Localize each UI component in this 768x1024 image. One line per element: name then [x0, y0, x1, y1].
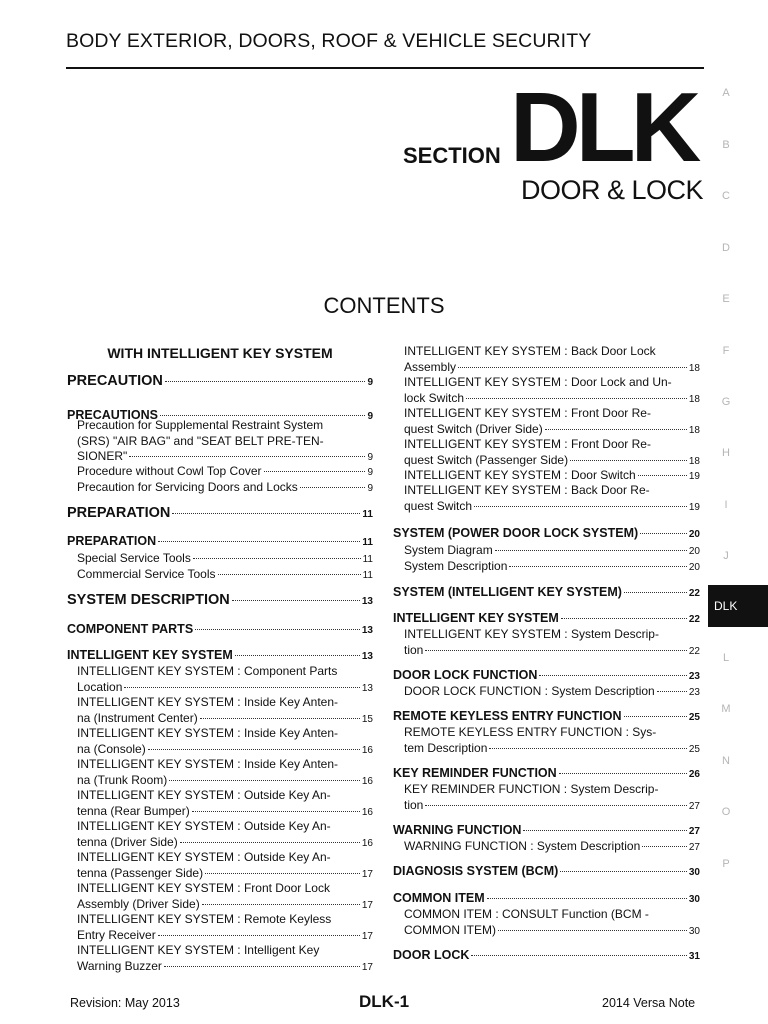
- dot-leader: [165, 381, 366, 382]
- toc-entry[interactable]: [404, 627, 700, 659]
- toc-entry[interactable]: [77, 567, 373, 584]
- toc-page-number: 16: [361, 744, 373, 756]
- toc-page-number: 27: [688, 800, 700, 812]
- toc-page-number: 30: [688, 925, 700, 937]
- header-rule: [66, 67, 704, 69]
- toc-entry[interactable]: [404, 437, 700, 469]
- toc-entry-text: tenna (Rear Bumper): [77, 803, 190, 818]
- toc-entry[interactable]: [393, 709, 700, 723]
- dot-leader: [657, 691, 687, 692]
- toc-page-number: 22: [688, 588, 700, 599]
- toc-page-number: 11: [362, 570, 373, 581]
- toc-entry-text: DOOR LOCK: [393, 948, 470, 962]
- toc-entry-text: INTELLIGENT KEY SYSTEM : Front Door Re-: [404, 406, 651, 420]
- dot-leader: [466, 398, 687, 399]
- dot-leader: [180, 842, 360, 843]
- toc-entry[interactable]: [404, 684, 700, 701]
- toc-entry[interactable]: [404, 839, 700, 856]
- dot-leader: [202, 904, 360, 905]
- side-index-letter[interactable]: J: [723, 550, 729, 562]
- side-index-active-tab[interactable]: DLK: [708, 585, 768, 627]
- toc-page-number: 27: [688, 842, 700, 853]
- toc-page-number: 25: [688, 712, 700, 723]
- dot-leader: [471, 955, 686, 956]
- toc-entry[interactable]: [77, 464, 373, 481]
- toc-entry[interactable]: [67, 505, 373, 521]
- dot-leader: [200, 718, 360, 719]
- section-name: DOOR & LOCK: [521, 175, 704, 205]
- section-code: DLK: [510, 72, 697, 182]
- dot-leader: [642, 846, 687, 847]
- toc-entry-text: INTELLIGENT KEY SYSTEM : Inside Key Anten-: [77, 695, 338, 709]
- toc-page-number: 11: [362, 509, 373, 520]
- dot-leader: [232, 600, 360, 601]
- toc-entry-text: INTELLIGENT KEY SYSTEM: [393, 611, 559, 625]
- side-index-letter[interactable]: N: [722, 755, 730, 767]
- toc-entry-text: INTELLIGENT KEY SYSTEM : Outside Key An-: [77, 819, 331, 833]
- toc-entry-text: tenna (Passenger Side): [77, 865, 204, 880]
- toc-entry-text: INTELLIGENT KEY SYSTEM : Outside Key An-: [77, 788, 331, 802]
- dot-leader: [640, 533, 687, 534]
- toc-entry-text: tion: [404, 797, 424, 812]
- toc-entry[interactable]: [77, 850, 373, 882]
- dot-leader: [129, 456, 365, 457]
- toc-entry-text: na (Console): [77, 741, 146, 756]
- dot-leader: [489, 748, 687, 749]
- toc-entry-text: COMPONENT PARTS: [67, 622, 194, 636]
- toc-entry[interactable]: [393, 611, 700, 625]
- toc-entry[interactable]: [77, 695, 373, 727]
- toc-page-number: 23: [688, 671, 700, 682]
- dot-leader: [218, 574, 361, 575]
- toc-entry[interactable]: [77, 726, 373, 758]
- toc-page-number: 18: [688, 455, 700, 467]
- toc-entry-text: WARNING FUNCTION: [393, 823, 522, 837]
- toc-entry-text: INTELLIGENT KEY SYSTEM : Back Door Lock: [404, 344, 656, 358]
- dot-leader: [425, 650, 687, 651]
- footer-model: 2014 Versa Note: [602, 996, 696, 1010]
- toc-entry-text: na (Instrument Center): [77, 710, 198, 725]
- side-index-letter[interactable]: F: [722, 345, 730, 357]
- toc-entry-text: INTELLIGENT KEY SYSTEM : Component Parts: [77, 664, 338, 678]
- toc-entry-text: Warning Buzzer: [77, 958, 162, 973]
- dot-leader: [158, 935, 360, 936]
- toc-entry-text: Commercial Service Tools: [77, 567, 216, 581]
- toc-page-number: 11: [362, 537, 373, 548]
- toc-page-number: 9: [367, 483, 373, 494]
- toc-entry-text: COMMON ITEM: [393, 891, 485, 905]
- toc-entry-text: quest Switch: [404, 498, 473, 513]
- footer-revision: Revision: May 2013: [70, 996, 180, 1010]
- toc-page-number: 19: [688, 501, 700, 513]
- dot-leader: [195, 629, 360, 630]
- toc-entry-text: WARNING FUNCTION : System Description: [404, 839, 641, 853]
- toc-entry[interactable]: [404, 344, 700, 376]
- toc-page-number: 9: [367, 452, 373, 464]
- toc-entry-text: PRECAUTION: [67, 373, 163, 389]
- toc-entry-text: quest Switch (Passenger Side): [404, 452, 569, 467]
- dot-leader: [523, 830, 686, 831]
- toc-page-number: 9: [367, 377, 373, 388]
- dot-leader: [509, 566, 687, 567]
- toc-page-number: 16: [361, 775, 373, 787]
- side-index-letter[interactable]: C: [722, 190, 730, 202]
- dot-leader: [559, 773, 687, 774]
- toc-page-number: 18: [688, 362, 700, 374]
- toc-entry[interactable]: [404, 483, 700, 515]
- toc-entry-text: Location: [77, 679, 123, 694]
- dot-leader: [193, 558, 361, 559]
- toc-entry-text: INTELLIGENT KEY SYSTEM : Inside Key Anten-: [77, 726, 338, 740]
- toc-entry[interactable]: [404, 559, 700, 576]
- toc-page-number: 26: [688, 769, 700, 780]
- toc-page-number: 13: [361, 596, 373, 607]
- toc-entry-text: INTELLIGENT KEY SYSTEM : Door Lock and Un-: [404, 375, 672, 389]
- side-index-letter[interactable]: M: [721, 703, 731, 715]
- dot-leader: [545, 429, 687, 430]
- dot-leader: [264, 471, 366, 472]
- toc-entry[interactable]: [67, 622, 373, 636]
- toc-entry[interactable]: [77, 943, 373, 975]
- dot-leader: [487, 898, 687, 899]
- toc-entry-text: PRECAUTIONS: [67, 408, 158, 422]
- dot-leader: [158, 541, 360, 542]
- toc-page-number: 11: [362, 554, 373, 565]
- dot-leader: [570, 460, 687, 461]
- toc-page-number: 15: [361, 713, 373, 725]
- dot-leader: [172, 513, 360, 514]
- toc-page-number: 22: [688, 614, 700, 625]
- toc-entry-text: SIONER": [77, 449, 128, 464]
- toc-entry-text: System Description: [404, 559, 508, 573]
- dot-leader: [624, 592, 687, 593]
- toc-page-number: 17: [361, 899, 373, 911]
- toc-page-number: 30: [688, 867, 700, 878]
- toc-entry-text: DIAGNOSIS SYSTEM (BCM): [393, 864, 559, 878]
- toc-entry[interactable]: [77, 788, 373, 820]
- toc-entry-text: DOOR LOCK FUNCTION: [393, 668, 538, 682]
- side-index-letter[interactable]: O: [721, 806, 731, 818]
- toc-entry-text: tem Description: [404, 740, 488, 755]
- toc-entry[interactable]: [393, 526, 700, 540]
- toc-entry[interactable]: [77, 664, 373, 696]
- header-title: BODY EXTERIOR, DOORS, ROOF & VEHICLE SECURITY: [66, 30, 592, 52]
- dot-leader: [148, 749, 360, 750]
- toc-entry-text: INTELLIGENT KEY SYSTEM : System Descrip-: [404, 627, 659, 641]
- toc-entry-text: INTELLIGENT KEY SYSTEM : Front Door Re-: [404, 437, 651, 451]
- toc-entry[interactable]: [393, 864, 700, 878]
- toc-page-number: 23: [688, 687, 700, 698]
- toc-entry[interactable]: [67, 373, 373, 389]
- side-index-letter[interactable]: A: [722, 87, 730, 99]
- side-index-letter[interactable]: L: [722, 652, 730, 664]
- toc-entry[interactable]: [77, 819, 373, 851]
- toc-page-number: 30: [688, 894, 700, 905]
- toc-entry-text: System Diagram: [404, 543, 493, 557]
- toc-entry[interactable]: [67, 648, 373, 662]
- toc-entry[interactable]: [404, 406, 700, 438]
- toc-entry[interactable]: [393, 585, 700, 599]
- toc-entry[interactable]: [393, 948, 700, 962]
- dot-leader: [235, 655, 360, 656]
- toc-entry-text: Precaution for Servicing Doors and Locks: [77, 480, 298, 494]
- toc-entry-text: INTELLIGENT KEY SYSTEM : Remote Keyless: [77, 912, 332, 926]
- toc-group-heading: WITH INTELLIGENT KEY SYSTEM: [107, 345, 333, 361]
- toc-entry-text: Assembly (Driver Side): [77, 896, 200, 911]
- dot-leader: [164, 966, 360, 967]
- dot-leader: [539, 675, 686, 676]
- toc-entry-text: Precaution for Supplemental Restraint System: [77, 418, 324, 432]
- toc-entry-text: SYSTEM (POWER DOOR LOCK SYSTEM): [393, 526, 639, 540]
- toc-entry[interactable]: [404, 725, 700, 757]
- toc-page-number: 9: [367, 411, 373, 422]
- toc-entry[interactable]: [393, 823, 700, 837]
- toc-entry[interactable]: [77, 418, 373, 466]
- toc-entry[interactable]: [77, 480, 373, 497]
- side-index-letter[interactable]: H: [722, 447, 730, 459]
- toc-entry-text: COMMON ITEM : CONSULT Function (BCM -: [404, 907, 649, 921]
- side-index-letter[interactable]: D: [722, 242, 730, 254]
- dot-leader: [300, 487, 366, 488]
- toc-entry[interactable]: [404, 375, 700, 407]
- dot-leader: [124, 687, 360, 688]
- section-word: SECTION: [403, 143, 501, 168]
- toc-page-number: 16: [361, 806, 373, 818]
- toc-entry-text: DOOR LOCK FUNCTION : System Description: [404, 684, 655, 698]
- toc-entry-text: INTELLIGENT KEY SYSTEM : Inside Key Anten-: [77, 757, 338, 771]
- toc-page-number: 19: [688, 471, 700, 482]
- toc-entry[interactable]: [393, 668, 700, 682]
- dot-leader: [458, 367, 687, 368]
- toc-entry[interactable]: [404, 543, 700, 560]
- toc-entry-text: Entry Receiver: [77, 927, 156, 942]
- side-index-letter[interactable]: G: [721, 396, 731, 408]
- dot-leader: [498, 930, 687, 931]
- dot-leader: [169, 780, 360, 781]
- toc-entry-text: REMOTE KEYLESS ENTRY FUNCTION : Sys-: [404, 725, 657, 739]
- toc-entry-text: INTELLIGENT KEY SYSTEM : Back Door Re-: [404, 483, 650, 497]
- toc-entry-text: INTELLIGENT KEY SYSTEM : Intelligent Key: [77, 943, 320, 957]
- toc-entry[interactable]: [77, 881, 373, 913]
- toc-entry-text: Assembly: [404, 359, 457, 374]
- side-index-letter[interactable]: P: [722, 858, 730, 870]
- toc-entry[interactable]: [77, 912, 373, 944]
- toc-page-number: 27: [688, 826, 700, 837]
- toc-entry-text: SYSTEM DESCRIPTION: [67, 592, 230, 608]
- toc-page-number: 17: [361, 961, 373, 973]
- footer-page-label: DLK-1: [359, 992, 410, 1011]
- toc-entry-text: INTELLIGENT KEY SYSTEM : Door Switch: [404, 468, 636, 482]
- toc-page-number: 20: [688, 546, 700, 557]
- toc-page-number: 31: [688, 951, 700, 962]
- contents-heading: CONTENTS: [323, 293, 445, 318]
- toc-entry[interactable]: [77, 551, 373, 568]
- dot-leader: [425, 805, 687, 806]
- toc-page-number: 18: [688, 393, 700, 405]
- side-index: [708, 0, 768, 1024]
- toc-page-number: 20: [688, 529, 700, 540]
- toc-entry-text: tenna (Driver Side): [77, 834, 178, 849]
- side-index-letter[interactable]: E: [722, 293, 730, 305]
- dot-leader: [160, 415, 365, 416]
- toc-entry-text: REMOTE KEYLESS ENTRY FUNCTION: [393, 709, 622, 723]
- toc-page-number: 17: [361, 930, 373, 942]
- dot-leader: [474, 506, 687, 507]
- toc-entry-text: SYSTEM (INTELLIGENT KEY SYSTEM): [393, 585, 622, 599]
- toc-entry[interactable]: [67, 534, 373, 548]
- side-index-letter[interactable]: I: [724, 499, 728, 511]
- toc-entry-text: INTELLIGENT KEY SYSTEM: [67, 648, 233, 662]
- toc-entry-text: Special Service Tools: [77, 551, 191, 565]
- toc-page-number: 18: [688, 424, 700, 436]
- side-index-letter[interactable]: B: [722, 139, 730, 151]
- dot-leader: [561, 618, 687, 619]
- toc-page-number: 13: [361, 682, 373, 694]
- dot-leader: [192, 811, 360, 812]
- toc-entry-text: na (Trunk Room): [77, 772, 168, 787]
- toc-page-number: 9: [367, 467, 373, 478]
- toc-entry[interactable]: [77, 757, 373, 789]
- toc-entry-text: COMMON ITEM): [404, 922, 496, 937]
- dot-leader: [560, 871, 687, 872]
- toc-entry-text: KEY REMINDER FUNCTION: [393, 766, 557, 780]
- toc-page-number: 13: [361, 651, 373, 662]
- toc-entry[interactable]: [393, 891, 700, 905]
- dot-leader: [205, 873, 360, 874]
- toc-page-number: 22: [688, 645, 700, 657]
- toc-entry-text: INTELLIGENT KEY SYSTEM : Outside Key An-: [77, 850, 331, 864]
- toc-entry-text: PREPARATION: [67, 534, 157, 548]
- dot-leader: [638, 475, 687, 476]
- dot-leader: [495, 550, 687, 551]
- toc-page-number: 16: [361, 837, 373, 849]
- toc-entry-text: Procedure without Cowl Top Cover: [77, 464, 262, 478]
- toc-entry-text: PREPARATION: [67, 505, 171, 521]
- toc-entry-text: tion: [404, 642, 424, 657]
- toc-page-number: 13: [361, 625, 373, 636]
- toc-entry[interactable]: [404, 782, 700, 814]
- toc-page-number: 20: [688, 562, 700, 573]
- toc-page-number: 17: [361, 868, 373, 880]
- dot-leader: [624, 716, 687, 717]
- toc-entry-text: (SRS) "AIR BAG" and "SEAT BELT PRE-TEN-: [77, 433, 324, 448]
- toc-entry-text: lock Switch: [404, 390, 465, 405]
- toc-entry-text: INTELLIGENT KEY SYSTEM : Front Door Lock: [77, 881, 330, 895]
- toc-entry-text: KEY REMINDER FUNCTION : System Descrip-: [404, 782, 659, 796]
- toc-page-number: 25: [688, 743, 700, 755]
- toc-entry[interactable]: [404, 907, 700, 939]
- toc-entry[interactable]: [67, 592, 373, 608]
- toc-entry[interactable]: [393, 766, 700, 780]
- toc-entry-text: quest Switch (Driver Side): [404, 421, 543, 436]
